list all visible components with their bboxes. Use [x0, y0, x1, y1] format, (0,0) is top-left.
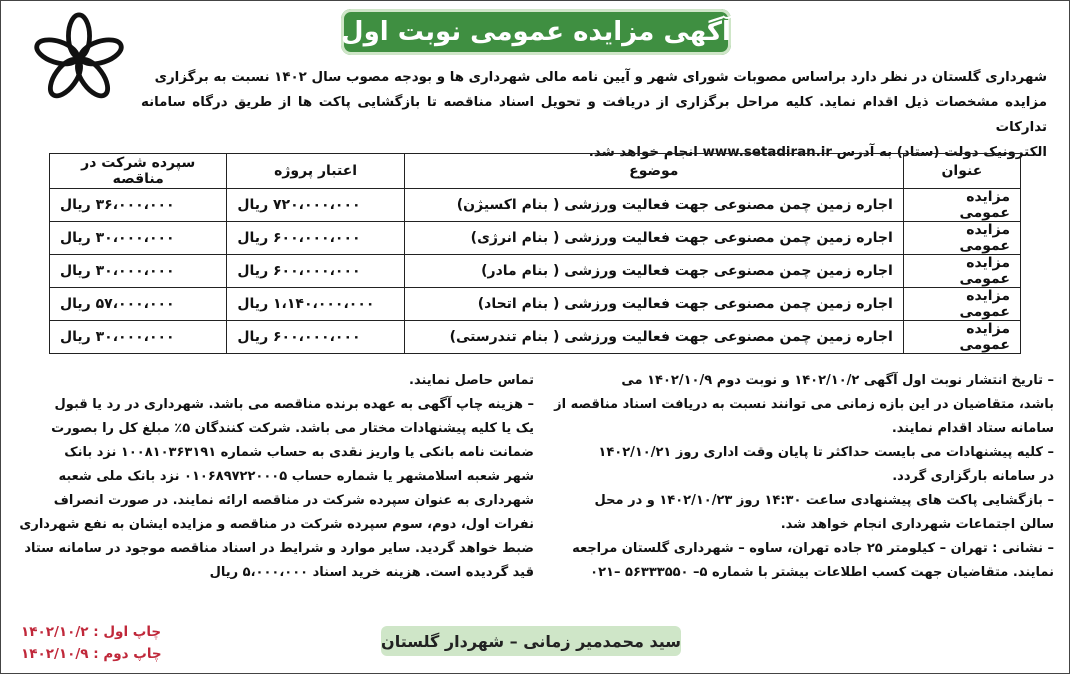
table-row — [50, 222, 1021, 255]
note-line: – نشانی : تهران – کیلومتر ۲۵ جاده تهران، ساوه – شهرداری گلستان مراجعه — [572, 541, 1054, 556]
notes-right-column — [546, 369, 1054, 585]
cell-deposit: ۳۶،۰۰۰،۰۰۰ ریال — [50, 189, 227, 222]
cell-subject: اجاره زمین چمن مصنوعی جهت فعالیت ورزشی ( بنام مادر) — [404, 255, 903, 288]
cell-credit: ۱،۱۴۰،۰۰۰،۰۰۰ ریال — [227, 288, 404, 321]
header-deposit: سپرده شرکت در مناقصه — [50, 154, 227, 189]
cell-deposit: ۵۷،۰۰۰،۰۰۰ ریال — [50, 288, 227, 321]
cell-subject: اجاره زمین چمن مصنوعی جهت فعالیت ورزشی ( بنام تندرستی) — [404, 321, 903, 354]
note-line: باشد، متقاضیان در این بازه زمانی می توانند نسبت به دریافت اسناد مناقصه از — [554, 397, 1054, 412]
header-title: عنوان — [903, 154, 1020, 189]
notes-left-column — [19, 369, 534, 585]
title-banner — [341, 9, 731, 55]
cell-credit: ۷۲۰،۰۰۰،۰۰۰ ریال — [227, 189, 404, 222]
note-line: قید گردیده است. هزینه خرید اسناد ۵،۰۰۰،۰۰۰ ریال — [209, 565, 534, 580]
intro-line: مزایده مشخصات ذیل اقدام نماید. کلیه مراحل برگزاری از دریافت و تحویل اسناد مناقصه تا بازگشایی پاکت ها از طریق درگاه سامانه تدارکات — [141, 95, 1047, 135]
table-row — [50, 288, 1021, 321]
signature-banner: سید محمدمیر زمانی – شهردار گلستان — [381, 626, 681, 656]
cell-subject: اجاره زمین چمن مصنوعی جهت فعالیت ورزشی ( بنام اکسیژن) — [404, 189, 903, 222]
cell-title: مزایده عمومی — [903, 288, 1020, 321]
note-line: در سامانه بارگزاری گردد. — [892, 469, 1054, 484]
print-dates — [21, 621, 201, 665]
note-line: سالن اجتماعات شهرداری انجام خواهد شد. — [780, 517, 1054, 532]
note-line: شهرداری به عنوان سپرده شرکت در مناقصه ارائه نمایند. در صورت انصراف — [53, 493, 534, 508]
table-row — [50, 321, 1021, 354]
cell-deposit: ۳۰،۰۰۰،۰۰۰ ریال — [50, 321, 227, 354]
cell-credit: ۶۰۰،۰۰۰،۰۰۰ ریال — [227, 222, 404, 255]
page-title: آگهی مزایده عمومی نوبت اول — [341, 17, 731, 47]
table-row — [50, 189, 1021, 222]
note-line: سامانه ستاد اقدام نمایند. — [891, 421, 1054, 436]
note-line: تماس حاصل نمایند. — [409, 373, 534, 388]
note-line: شهر شعبه اسلامشهر یا شماره حساب ۰۱۰۶۸۹۷۲۲۰۰۰۵ نزد بانک ملی شعبه — [58, 469, 534, 484]
cell-title: مزایده عمومی — [903, 255, 1020, 288]
note-line: ضمانت نامه بانکی یا واریز نقدی به حساب شماره ۱۰۰۸۱۰۳۶۳۱۹۱ نزد بانک — [64, 445, 534, 460]
cell-subject: اجاره زمین چمن مصنوعی جهت فعالیت ورزشی ( بنام اتحاد) — [404, 288, 903, 321]
note-line: ضبط خواهد گردید. سایر موارد و شرایط در اسناد مناقصه موجود در سامانه ستاد — [24, 541, 534, 556]
intro-text — [141, 65, 1047, 165]
note-line: نمایند. متقاضیان جهت کسب اطلاعات بیشتر با شماره ۵– ۵۶۳۳۳۵۵۰ –۰۲۱ — [590, 565, 1054, 580]
print-second-date: چاپ دوم : ۱۴۰۲/۱۰/۹ — [21, 646, 162, 662]
cell-title: مزایده عمومی — [903, 189, 1020, 222]
header-subject: موضوع — [404, 154, 903, 189]
note-line: یک یا کلیه پیشنهادات مختار می باشد. شرکت کنندگان ۵٪ مبلغ کل را بصورت — [51, 421, 534, 436]
municipality-flower-logo — [31, 11, 127, 107]
cell-title: مزایده عمومی — [903, 321, 1020, 354]
cell-deposit: ۳۰،۰۰۰،۰۰۰ ریال — [50, 222, 227, 255]
print-first-date: چاپ اول : ۱۴۰۲/۱۰/۲ — [21, 624, 162, 640]
note-line: – تاریخ انتشار نوبت اول آگهی ۱۴۰۲/۱۰/۲ و نوبت دوم ۱۴۰۲/۱۰/۹ می — [621, 373, 1054, 388]
note-line: – کلیه پیشنهادات می بایست حداکثر تا پایان وقت اداری روز ۱۴۰۲/۱۰/۲۱ — [598, 445, 1054, 460]
intro-line: الکترونیک دولت (ستاد) به آدرس www.setadiran.ir انجام خواهد شد. — [588, 145, 1047, 160]
cell-deposit: ۳۰،۰۰۰،۰۰۰ ریال — [50, 255, 227, 288]
table-header-row — [50, 154, 1021, 189]
note-line: – بازگشایی پاکت های پیشنهادی ساعت ۱۴:۳۰ روز ۱۴۰۲/۱۰/۲۳ و در محل — [594, 493, 1054, 508]
intro-line: شهرداری گلستان در نظر دارد براساس مصوبات شورای شهر و آیین نامه مالی شهرداری ها و بودجه مصوب سال ۱۴۰۲ نسبت به برگزاری — [154, 70, 1047, 85]
auction-table — [49, 153, 1021, 354]
note-line: – هزینه چاپ آگهی به عهده برنده مناقصه می باشد. شهرداری در رد یا قبول — [54, 397, 534, 412]
cell-credit: ۶۰۰،۰۰۰،۰۰۰ ریال — [227, 321, 404, 354]
cell-title: مزایده عمومی — [903, 222, 1020, 255]
cell-credit: ۶۰۰،۰۰۰،۰۰۰ ریال — [227, 255, 404, 288]
table-row — [50, 255, 1021, 288]
note-line: نفرات اول، دوم، سوم سپرده شرکت در مناقصه و مزایده ایشان به نفع شهرداری — [19, 517, 534, 532]
header-credit: اعتبار پروژه — [227, 154, 404, 189]
cell-subject: اجاره زمین چمن مصنوعی جهت فعالیت ورزشی ( بنام انرژی) — [404, 222, 903, 255]
